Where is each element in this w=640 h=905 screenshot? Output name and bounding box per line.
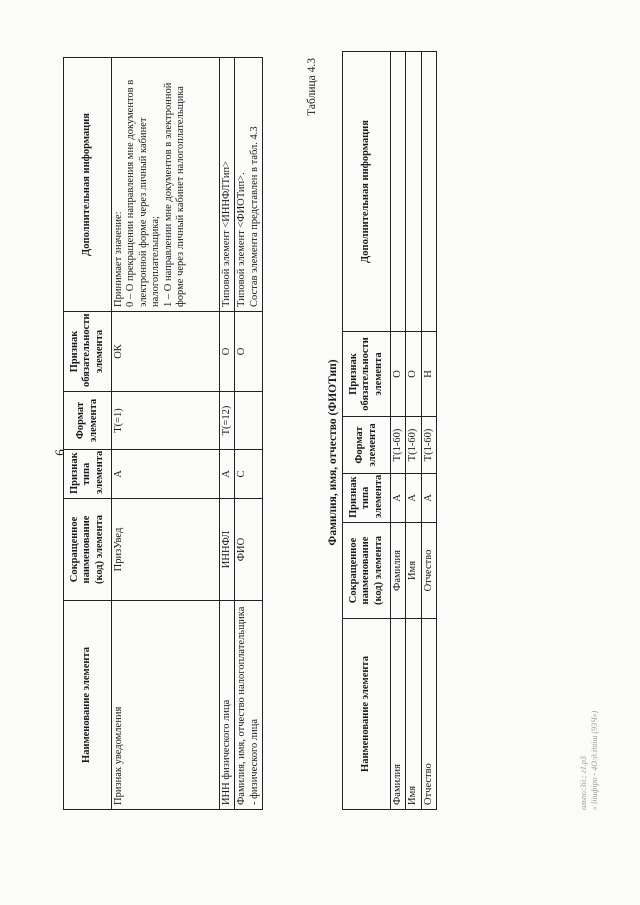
cell-type: А bbox=[406, 474, 421, 523]
cell-info bbox=[391, 52, 406, 332]
table-title: Фамилия, имя, отчество (ФИОТип) bbox=[327, 359, 339, 546]
col-header-format: Формат элемента bbox=[343, 417, 391, 474]
info-line: 0 – О прекращении направления мне документов в электронной форме через личный кабинет налогоплательщика; bbox=[125, 79, 162, 307]
cell-type: А bbox=[112, 450, 220, 499]
cell-code: ФИО bbox=[235, 499, 263, 601]
cell-type: А bbox=[391, 474, 406, 523]
cell-required: О bbox=[235, 312, 263, 392]
cell-name: Фамилия bbox=[391, 619, 406, 810]
fio-table bbox=[342, 51, 437, 810]
col-header-name: Наименование элемента bbox=[64, 601, 112, 810]
cell-format: Т(1-60) bbox=[406, 417, 421, 474]
table-row bbox=[220, 58, 235, 810]
col-header-required: Признак обязательности элемента bbox=[64, 312, 112, 392]
cell-code: Фамилия bbox=[391, 523, 406, 619]
cell-required: ОК bbox=[112, 312, 220, 392]
cell-format: Т(1-60) bbox=[421, 417, 436, 474]
cell-type: С bbox=[235, 450, 263, 499]
cell-name: Отчество bbox=[421, 619, 436, 810]
cell-code: ИННФЛ bbox=[220, 499, 235, 601]
cell-required: Н bbox=[421, 332, 436, 417]
table-row bbox=[391, 52, 406, 810]
cell-name: Признак уведомления bbox=[112, 601, 220, 810]
info-line: Принимает значение: bbox=[113, 211, 124, 307]
cell-code: Имя bbox=[406, 523, 421, 619]
info-line: Состав элемента представлен в табл. 4.3 bbox=[248, 126, 260, 307]
page-number: 6 bbox=[52, 449, 67, 456]
cell-required: О bbox=[220, 312, 235, 392]
col-header-code: Сокращенное наименование (код) элемента bbox=[64, 499, 112, 601]
elements-table bbox=[63, 57, 263, 810]
faded-stamp bbox=[578, 711, 600, 810]
cell-format: Т(=1) bbox=[112, 392, 220, 450]
col-header-type: Признак типа элемента bbox=[64, 450, 112, 499]
table-header-row bbox=[343, 52, 391, 810]
col-header-info: Дополнительная информация bbox=[64, 58, 112, 312]
info-line: 1 – О направлении мне документов в электронной форме через личный кабинет налогоплательщика bbox=[162, 82, 186, 307]
cell-required: О bbox=[406, 332, 421, 417]
col-header-type: Признак типа элемента bbox=[343, 474, 391, 523]
table-row bbox=[112, 58, 220, 810]
cell-type: А bbox=[421, 474, 436, 523]
col-header-name: Наименование элемента bbox=[343, 619, 391, 810]
table-row bbox=[406, 52, 421, 810]
cell-type: А bbox=[220, 450, 235, 499]
cell-info bbox=[112, 58, 220, 312]
table-row bbox=[421, 52, 436, 810]
col-header-code: Сокращенное наименование (код) элемента bbox=[343, 523, 391, 619]
cell-name: Имя bbox=[406, 619, 421, 810]
cell-format: Т(1-60) bbox=[391, 417, 406, 474]
cell-required: О bbox=[391, 332, 406, 417]
cell-name: Фамилия, имя, отчество налогоплательщика - физического лица bbox=[235, 601, 263, 810]
table-row bbox=[235, 58, 263, 810]
info-line: Типовой элемент <ФИОТип>. bbox=[236, 172, 248, 307]
table-label: Таблица 4.3 bbox=[306, 58, 318, 116]
cell-info bbox=[406, 52, 421, 332]
table-header-row bbox=[64, 58, 112, 810]
stamp-line: ольпо:3іі.; г1.рЗ bbox=[579, 756, 588, 810]
cell-code: ПризУвед bbox=[112, 499, 220, 601]
col-header-required: Признак обязательности элемента bbox=[343, 332, 391, 417]
col-header-format: Формат элемента bbox=[64, 392, 112, 450]
stamp-line: « lііифіро - 4О:д.ііиіш (93Ч») bbox=[590, 710, 600, 810]
cell-name: ИНН физического лица bbox=[220, 601, 235, 810]
cell-info bbox=[235, 58, 263, 312]
cell-info: Типовой элемент <ИННФЛТип> bbox=[220, 58, 235, 312]
col-header-info: Дополнительная информация bbox=[343, 52, 391, 332]
cell-info bbox=[421, 52, 436, 332]
cell-code: Отчество bbox=[421, 523, 436, 619]
cell-format: Т(=12) bbox=[220, 392, 235, 450]
cell-format bbox=[235, 392, 263, 450]
